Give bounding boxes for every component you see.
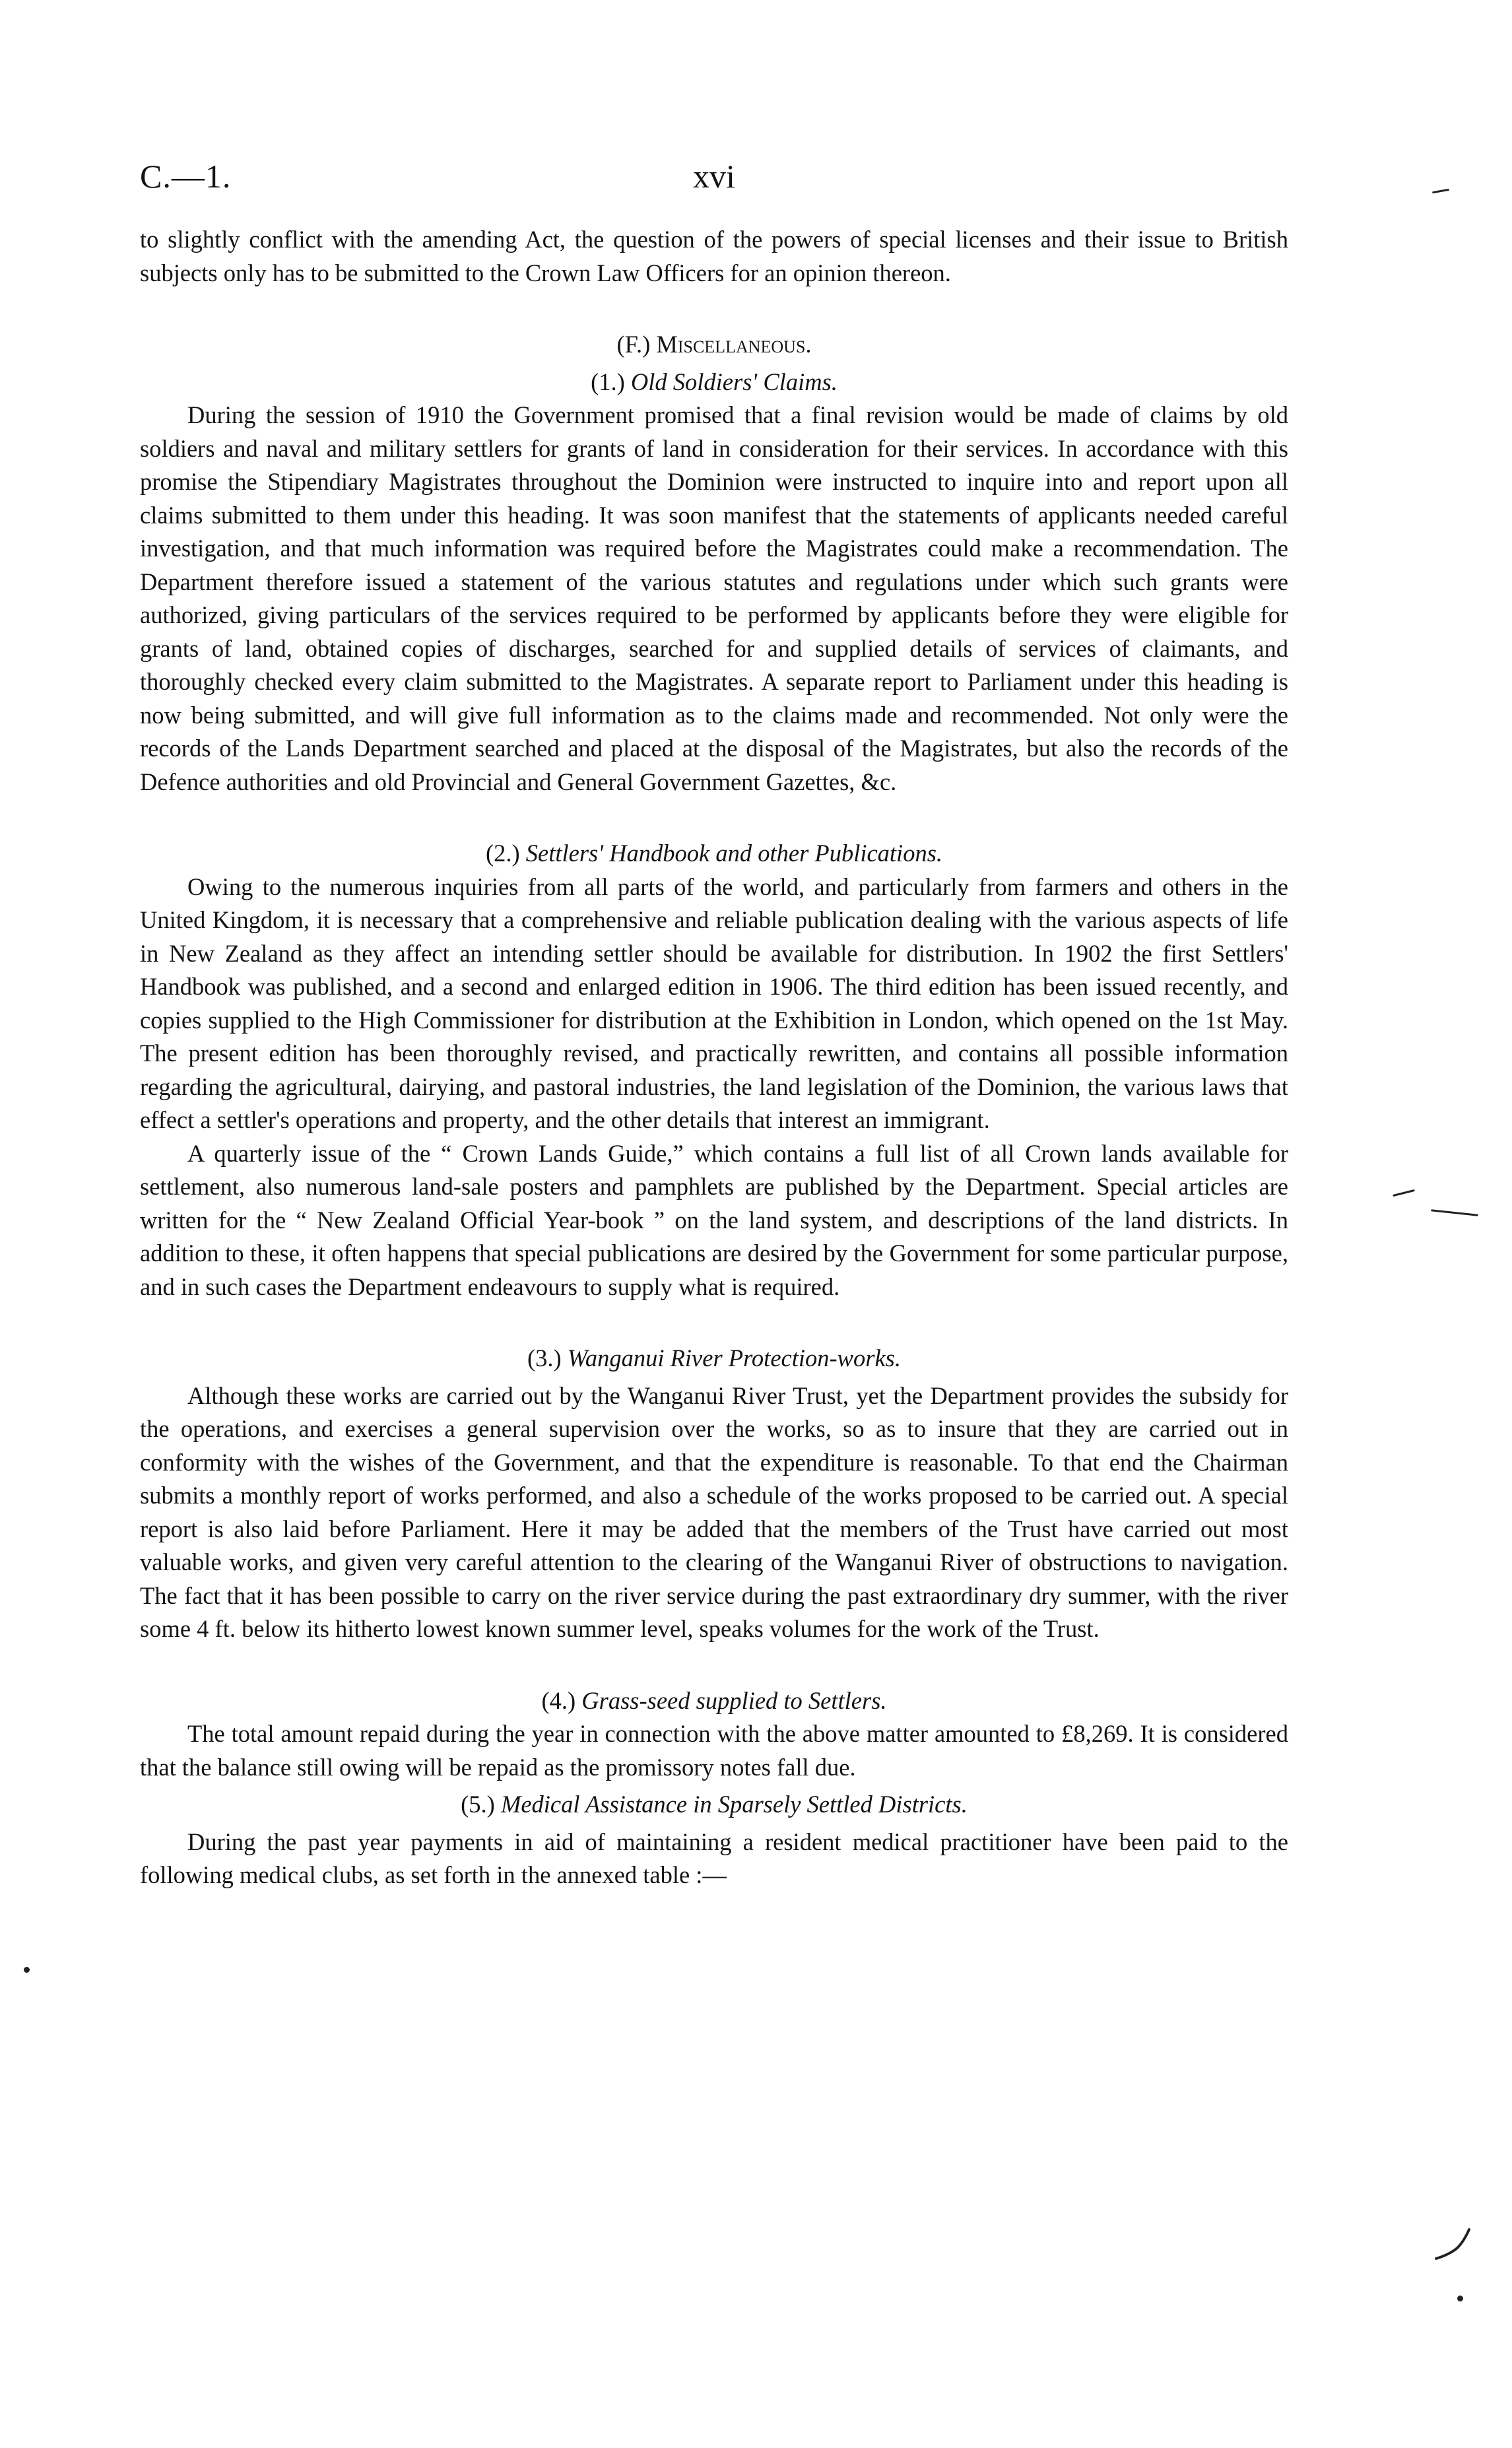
paragraph-grass-seed: The total amount repaid during the year in connection with the above matter amounted to £8,269. It is considered that the balance still owing will be repaid as the promissory notes fall due. xyxy=(140,1720,1288,1781)
paragraph-old-soldiers: During the session of 1910 the Government promised that a final revision would be made of claims by old soldiers and naval and military settlers for grants of land in consideration for their services. In accordance with this promise the Stipendiary Magistrates throughout the Dominion were instructed to inquire into and report upon all claims submitted to them under this heading. It was soon manifest that the statements of applicants needed careful investigation, and that much information was required before the Magistrates could make a recommendation. The Department therefore issued a statement of the various statutes and regulations under which such grants were authorized, giving particulars of the services required to be performed by applicants before they were eligible for grants of land, obtained copies of discharges, searched for and supplied details of services of claimants, and thoroughly checked every claim submitted to the Magistrates. A separate report to Parliament under this heading is now being submitted, and will give full information as to the claims made and recommended. Not only were the records of the Lands Department searched and placed at the disposal of the Magistrates, but also the records of the Defence authorities and old Provincial and General Government Gazettes, &c. xyxy=(140,401,1288,795)
margin-mark-top-right xyxy=(1432,189,1449,193)
margin-mark-mid-right-2 xyxy=(1431,1209,1478,1216)
margin-dot-bottom-right xyxy=(1457,2296,1463,2301)
section-f-title: Miscellaneous. xyxy=(656,331,812,358)
intro-paragraph: to slightly conflict with the amending Act, the question of the powers of special licenses and their issue to British subjects only has to be submitted to the Crown Law Officers for an opinion thereon. xyxy=(140,226,1288,286)
section-heading-f xyxy=(140,328,1288,362)
document-code: C.—1. xyxy=(140,158,232,195)
subsection-2-title: Settlers' Handbook and other Publications. xyxy=(525,840,943,867)
subsection-5-title: Medical Assistance in Sparsely Settled Districts. xyxy=(500,1791,968,1818)
page-number: xvi xyxy=(693,158,735,195)
subsection-heading-1 xyxy=(140,366,1288,399)
subsection-5-number: (5.) xyxy=(461,1791,501,1818)
subsection-3-number: (3.) xyxy=(527,1344,568,1372)
subsection-4-title: Grass-seed supplied to Settlers. xyxy=(581,1686,887,1714)
subsection-heading-3 xyxy=(140,1342,1288,1375)
running-head xyxy=(140,157,1288,197)
margin-mark-mid-right-1 xyxy=(1393,1189,1415,1197)
subsection-heading-5 xyxy=(140,1788,1288,1822)
subsection-3-title: Wanganui River Protection-works. xyxy=(567,1344,901,1372)
margin-dot-left xyxy=(24,1967,30,1973)
margin-check-mark xyxy=(1431,2224,1477,2270)
section-f-prefix: (F.) xyxy=(616,331,657,358)
paragraph-handbook-1: Owing to the numerous inquiries from all parts of the world, and particularly from farmers and others in the United Kingdom, it is necessary that a comprehensive and reliable publication dealing with the various aspects of life in New Zealand as they affect an intending settler should be available for distribution. In 1902 the first Settlers' Handbook was published, and a second and enlarged edition in 1906. The third edition has been issued recently, and copies supplied to the High Commissioner for distribution at the Exhibition in London, which opened on the 1st May. The present edition has been thoroughly revised, and practically rewritten, and contains all possible information regarding the agricultural, dairying, and pastoral industries, the land legislation of the Dominion, the various laws that effect a settler's operations and property, and the other details that interest an immigrant. xyxy=(140,873,1288,1133)
subsection-1-title: Old Soldiers' Claims. xyxy=(630,368,838,395)
subsection-heading-4 xyxy=(140,1684,1288,1718)
subsection-4-number: (4.) xyxy=(541,1686,582,1714)
subsection-1-number: (1.) xyxy=(591,368,631,395)
paragraph-handbook-2: A quarterly issue of the “ Crown Lands Guide,” which contains a full list of all Crown lands available for settlement, also numerous land-sale posters and pamphlets are published by the Department. Special articles are written for the “ New Zealand Official Year-book ” on the land system, and descriptions of the land districts. In addition to these, it often happens that special publications are desired by the Government for some particular purpose, and in such cases the Department endeavours to supply what is required. xyxy=(140,1139,1288,1300)
page-body xyxy=(140,223,1288,1892)
subsection-heading-2 xyxy=(140,837,1288,871)
paragraph-medical: During the past year payments in aid of maintaining a resident medical practitioner have been paid to the following medical clubs, as set forth in the annexed table :— xyxy=(140,1828,1288,1888)
paragraph-wanganui: Although these works are carried out by the Wanganui River Trust, yet the Department provides the subsidy for the operations, and exercises a general supervision over the works, so as to insure that they are carried out in conformity with the wishes of the Government, and that the expenditure is reasonable. To that end the Chairman submits a monthly report of works performed, and also a schedule of the works proposed to be carried out. A special report is also laid before Parliament. Here it may be added that the members of the Trust have carried out most valuable works, and given very careful attention to the clearing of the Wanganui River of obstructions to navigation. The fact that it has been possible to carry on the river service during the past extraordinary dry summer, with the river some 4 ft. below its hitherto lowest known summer level, speaks volumes for the work of the Trust. xyxy=(140,1381,1288,1642)
subsection-2-number: (2.) xyxy=(485,840,526,867)
